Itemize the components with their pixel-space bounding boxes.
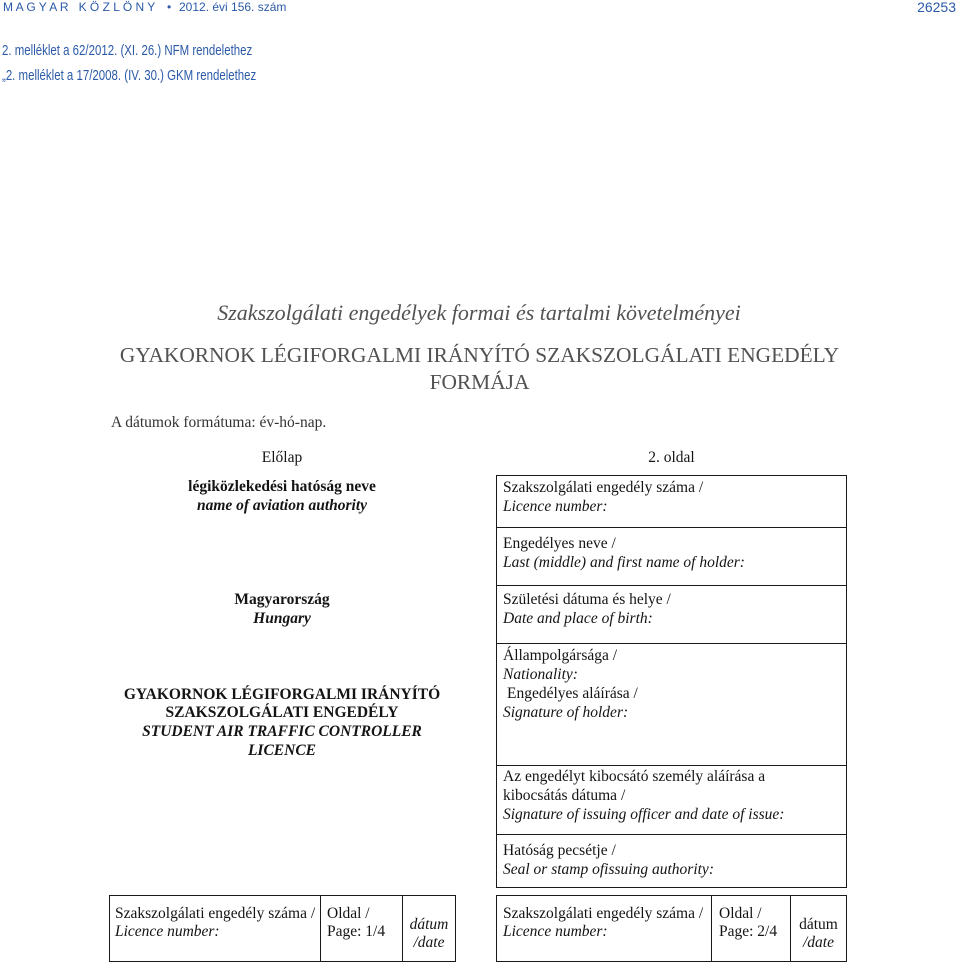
page-number: 26253 — [917, 0, 956, 15]
field-label-hu: Engedélyes neve / — [503, 535, 616, 552]
footer-date-label-en: /date — [803, 934, 834, 951]
field-label-hu: Szakszolgálati engedély száma / — [503, 479, 704, 496]
footer-divider — [711, 896, 712, 961]
front-page-footer — [109, 895, 456, 962]
field-label-en: Last (middle) and first name of holder: — [503, 554, 745, 571]
licence-title-en: LICENCE — [247, 742, 317, 759]
licence-title-hu: GYAKORNOK LÉGIFORGALMI IRÁNYÍTÓ — [123, 686, 441, 703]
footer-page-label-hu: Oldal / — [719, 905, 762, 922]
footer-licence-number — [503, 905, 703, 941]
field-licence-number — [497, 476, 846, 528]
page-two-footer — [496, 895, 847, 962]
footer-date-label-hu: dátum — [409, 916, 449, 933]
issue-number: 2012. évi 156. szám — [179, 0, 287, 14]
page-two-fields-box — [496, 475, 847, 888]
field-label-en: Licence number: — [503, 498, 608, 515]
authority-name-en: name of aviation authority — [196, 497, 368, 514]
footer-licence-label-en: Licence number: — [503, 923, 608, 940]
footer-licence-label-en: Licence number: — [115, 923, 220, 940]
licence-title-hu: SZAKSZOLGÁLATI ENGEDÉLY — [165, 704, 399, 721]
field-label-en: Signature of issuing officer and date of issue: — [503, 806, 785, 823]
document-title: Szakszolgálati engedélyek formai és tartalmi követelményei — [217, 300, 741, 325]
field-seal — [497, 835, 846, 887]
annex-reference-amended: „2. melléklet a 17/2008. (IV. 30.) GKM rendelethez — [2, 68, 257, 84]
footer-date — [403, 916, 455, 952]
footer-date-label-hu: dátum — [799, 916, 838, 933]
field-birth — [497, 586, 846, 644]
footer-date-label-en: /date — [413, 934, 445, 951]
country-name-hu: Magyarország — [234, 591, 330, 608]
field-label-hu: Hatóság pecsétje / — [503, 842, 616, 859]
field-label-en: Seal or stamp ofissuing authority: — [503, 861, 714, 878]
field-holder-name — [497, 528, 846, 586]
form-heading-line: FORMÁJA — [429, 370, 530, 394]
page-two-label: 2. oldal — [648, 449, 695, 466]
footer-page-label-en: Page: 1/4 — [327, 923, 386, 940]
field-nationality-and-signature — [497, 644, 846, 766]
front-page-label: Előlap — [261, 449, 303, 466]
authority-name-hu: légiközlekedési hatóság neve — [188, 478, 376, 495]
field-label-hu: Engedélyes aláírása / — [507, 685, 638, 702]
field-label-en: Date and place of birth: — [503, 610, 653, 627]
date-format-note: A dátumok formátuma: év-hó-nap. — [111, 414, 327, 431]
masthead-bullet: • — [167, 0, 172, 14]
footer-licence-number — [115, 905, 315, 941]
masthead-title: M A G Y A R K Ö Z L Ö N Y — [3, 0, 156, 14]
licence-title-en: STUDENT AIR TRAFFIC CONTROLLER — [142, 723, 422, 740]
footer-divider — [320, 896, 321, 961]
footer-page — [327, 905, 385, 941]
country-name-en: Hungary — [253, 610, 311, 627]
footer-licence-label-hu: Szakszolgálati engedély száma / — [503, 905, 704, 922]
footer-page-label-hu: Oldal / — [327, 905, 370, 922]
field-issuer-signature — [497, 766, 846, 835]
footer-licence-label-hu: Szakszolgálati engedély száma / — [115, 905, 316, 922]
form-heading-line: GYAKORNOK LÉGIFORGALMI IRÁNYÍTÓ SZAKSZOLGÁLATI ENGEDÉLY — [119, 343, 840, 367]
annex-reference: 2. melléklet a 62/2012. (XI. 26.) NFM rendelethez — [2, 43, 253, 59]
field-label-hu: kibocsátás dátuma / — [503, 787, 626, 804]
field-label-en: Signature of holder: — [503, 704, 629, 721]
footer-date — [791, 916, 846, 952]
field-label-hu: Állampolgársága / — [503, 647, 618, 664]
field-label-hu: Születési dátuma és helye / — [503, 591, 671, 608]
field-label-en: Nationality: — [503, 666, 578, 683]
field-label-hu: Az engedélyt kibocsátó személy aláírása a — [503, 768, 766, 785]
footer-page — [719, 905, 777, 941]
footer-page-label-en: Page: 2/4 — [719, 923, 778, 940]
form-heading — [0, 342, 959, 396]
